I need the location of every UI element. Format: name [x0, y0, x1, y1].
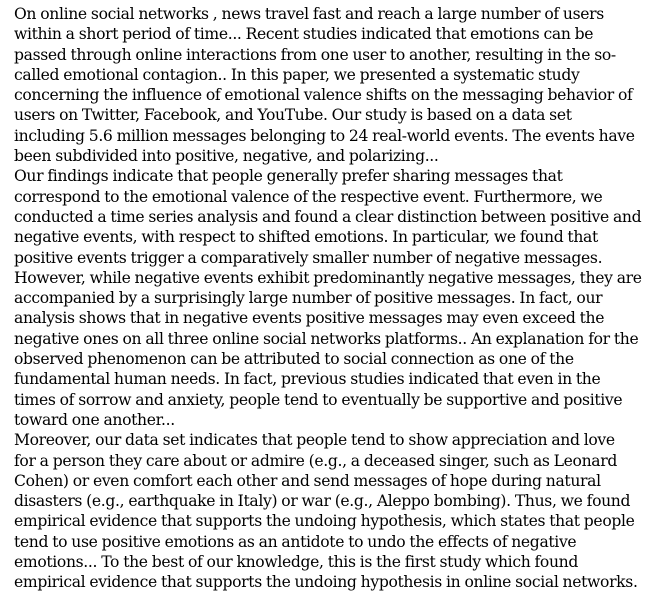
text-line: users on Twitter, Facebook, and YouTube. Our study is based on a data set: [14, 106, 572, 125]
text-line: tend to use positive emotions as an antidote to undo the effects of negative: [14, 532, 577, 551]
text-line: fundamental human needs. In fact, previous studies indicated that even in the: [14, 370, 601, 389]
text-line: empirical evidence that supports the undoing hypothesis in online social networks.: [14, 573, 638, 592]
text-line: passed through online interactions from one user to another, resulting in the so-: [14, 45, 616, 64]
text-line: On online social networks , news travel fast and reach a large number of users: [14, 5, 604, 23]
text-line: been subdivided into positive, negative, and polarizing...: [14, 147, 439, 166]
text-line: correspond to the emotional valence of the respective event. Furthermore, we: [14, 187, 603, 206]
text-line: positive events trigger a comparatively smaller number of negative messages.: [14, 248, 603, 267]
text-line: toward one another...: [14, 410, 175, 429]
text-line: including 5.6 million messages belonging to 24 real-world events. The events have: [14, 126, 635, 145]
text-line: observed phenomenon can be attributed to social connection as one of the: [14, 350, 574, 369]
text-line: conducted a time series analysis and found a clear distinction between positive and: [14, 207, 642, 226]
text-line: negative ones on all three online social networks platforms.. An explanation for the: [14, 329, 639, 348]
text-line: analysis shows that in negative events positive messages may even exceed the: [14, 309, 605, 328]
text-line: emotions... To the best of our knowledge, this is the first study which found: [14, 553, 578, 572]
text-line: disasters (e.g., earthquake in Italy) or war (e.g., Aleppo bombing). Thus, we found: [14, 492, 631, 511]
text-line: Cohen) or even comfort each other and send messages of hope during natural: [14, 471, 601, 490]
text-line: Moreover, our data set indicates that people tend to show appreciation and love: [14, 431, 615, 450]
paragraph-conclusion: [4, 430, 648, 592]
text-line: However, while negative events exhibit predominantly negative messages, they are: [14, 268, 642, 287]
paragraph-findings: [4, 166, 648, 430]
text-line: negative events, with respect to shifted emotions. In particular, we found that: [14, 228, 598, 247]
text-line: concerning the influence of emotional valence shifts on the messaging behavior of: [14, 86, 633, 105]
text-line: empirical evidence that supports the undoing hypothesis, which states that people: [14, 512, 635, 531]
document-body: [4, 4, 648, 593]
text-line: Our findings indicate that people generally prefer sharing messages that: [14, 167, 563, 186]
text-line: within a short period of time... Recent studies indicated that emotions can be: [14, 25, 594, 44]
paragraph-introduction: [4, 4, 648, 166]
text-line: times of sorrow and anxiety, people tend to eventually be supportive and positive: [14, 390, 623, 409]
text-line: accompanied by a surprisingly large number of positive messages. In fact, our: [14, 289, 603, 308]
text-line: for a person they care about or admire (e.g., a deceased singer, such as Leonard: [14, 451, 617, 470]
text-line: called emotional contagion.. In this paper, we presented a systematic study: [14, 65, 580, 84]
